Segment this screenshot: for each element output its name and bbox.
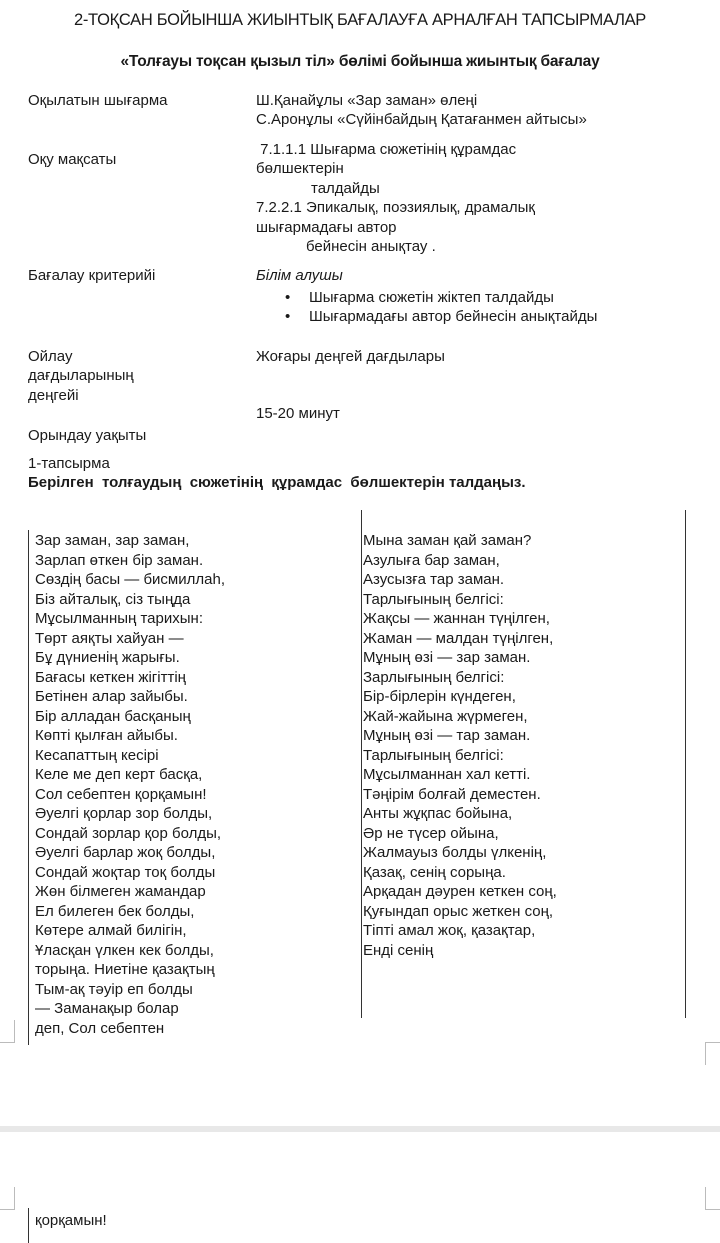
poem-line: Қазақ, сенің сорыңа. (363, 863, 506, 881)
poem-line: Мұның өзі — тар заман. (363, 727, 531, 744)
poem-continued: қорқамын! (35, 1212, 107, 1229)
task-number: 1-тапсырма (28, 455, 110, 472)
poem-line: Мұсылманның тарихын: (35, 610, 203, 627)
poem-line: Бағасы кеткен жігіттің (35, 668, 186, 686)
poem-right-column (363, 531, 557, 960)
poem-line: — Заманақыр болар (35, 1000, 179, 1017)
poem-line: Зарлап өткен бір заман. (35, 551, 204, 569)
poem-line: Бір-бірлерін күндеген, (363, 688, 516, 705)
poem-line: Жалмауыз болды үлкенің, (363, 844, 547, 861)
poem-line: Мұсылманнан хал кетті. (363, 766, 531, 783)
value-work-2: С.Аронұлы «Сүйінбайдың Қатағанмен айтысы» (256, 111, 587, 128)
poem-line: Көтере алмай билігін, (35, 922, 187, 939)
poem-line: Келе ме деп керт басқа, (35, 766, 203, 783)
poem-line: Тым-ақ тәуір еп болды (35, 980, 193, 998)
value-goal-4: 7.2.2.1 Эпикалық, поэзиялық, драмалық (256, 199, 535, 216)
poem-line: Зар заман, зар заман, (35, 532, 190, 549)
value-goal-6: бейнесін анықтау . (306, 238, 436, 255)
poem-line: Сөздің басы — бисмиллаһ, (35, 571, 225, 588)
poem-line: Әр не түсер ойына, (363, 824, 499, 842)
page-separator (0, 1126, 720, 1132)
value-time: 15-20 минут (256, 405, 340, 422)
poem-line: Біз айталық, сіз тыңда (35, 590, 191, 608)
table-border-left-page2 (28, 1208, 29, 1243)
table-border-left (28, 530, 29, 1045)
poem-line: Мына заман қай заман? (363, 532, 532, 549)
page-subtitle: «Толғауы тоқсан қызыл тіл» бөлімі бойынша жиынтық бағалау (120, 53, 600, 70)
value-work-1: Ш.Қанайұлы «Зар заман» өлеңі (256, 92, 478, 109)
page-title: 2-ТОҚСАН БОЙЫНША ЖИЫНТЫҚ БАҒАЛАУҒА АРНАЛҒАН ТАПСЫРМАЛАР (73, 11, 647, 29)
value-goal-2: бөлшектерін (256, 160, 344, 177)
label-goal: Оқу мақсаты (28, 151, 117, 168)
label-thinking-1: Ойлау (28, 348, 73, 365)
poem-line: Қуғындап орыс жеткен соң, (363, 902, 554, 920)
poem-line: Мұның өзі — зар заман. (363, 649, 531, 666)
poem-line: Тарлығының белгісі: (363, 590, 504, 608)
page-corner-mark (0, 1187, 15, 1210)
poem-line: Сондай зорлар қор болды, (35, 824, 222, 842)
poem-line: Сондай жоқтар тоқ болды (35, 863, 216, 881)
poem-line: Зарлығының белгісі: (363, 668, 505, 686)
poem-line: Сол себептен қорқамын! (35, 785, 207, 803)
label-criteria: Бағалау критерийі (28, 267, 156, 284)
poem-line: Бұ дүниенің жарығы. (35, 649, 180, 666)
poem-line: торыңа. Ниетіне қазақтың (35, 961, 215, 978)
table-border-right (685, 510, 686, 1018)
poem-line: Бетінен алар зайыбы. (35, 688, 188, 705)
value-goal-3: талдайды (311, 180, 380, 197)
value-thinking: Жоғары деңгей дағдылары (256, 348, 445, 365)
task-instruction: Берілген толғаудың сюжетінің құрамдас бөлшектерін талдаңыз. (28, 474, 526, 491)
value-goal-1: 7.1.1.1 Шығарма сюжетінің құрамдас (256, 141, 517, 158)
poem-line: Азулыға бар заман, (363, 551, 500, 569)
poem-line: Ұласқан үлкен кек болды, (35, 941, 214, 959)
label-time: Орындау уақыты (28, 427, 147, 444)
poem-line: Бір алладан басқаның (35, 707, 191, 725)
table-border-middle (361, 510, 362, 1018)
poem-line: Жөн білмеген жамандар (35, 883, 206, 900)
poem-line: Әуелгі қорлар зор болды, (35, 805, 213, 822)
poem-line: деп, Сол себептен (35, 1019, 165, 1037)
poem-line: Тарлығының белгісі: (363, 746, 504, 764)
poem-left-column (35, 531, 225, 1038)
page-corner-mark (0, 1020, 15, 1043)
poem-line: Көпті қылған айыбы. (35, 727, 178, 744)
label-thinking-3: деңгейі (28, 387, 79, 404)
poem-line: Анты жұқпас бойына, (363, 805, 513, 822)
poem-line: Азусызға тар заман. (363, 571, 505, 588)
poem-line: Жай-жайына жүрмеген, (363, 707, 528, 725)
poem-line: Төрт аяқты хайуан — (35, 629, 184, 647)
poem-line: Жақсы — жаннан түңілген, (363, 610, 550, 627)
poem-line: Ел билеген бек болды, (35, 902, 195, 920)
poem-line: Арқадан дәурен кеткен соң, (363, 883, 557, 900)
page-corner-mark (705, 1187, 720, 1210)
label-thinking-2: дағдыларының (28, 367, 134, 384)
page-corner-mark (705, 1042, 720, 1065)
poem-line: Енді сенің (363, 941, 434, 959)
poem-line: Жаман — малдан түңілген, (363, 629, 554, 647)
value-criteria-intro: Білім алушы (256, 267, 343, 284)
poem-line: Кесапаттың кесірі (35, 746, 159, 764)
label-work: Оқылатын шығарма (28, 92, 168, 109)
criteria-bullet-2: • Шығармадағы автор бейнесін анықтайды (309, 307, 597, 327)
value-goal-5: шығармадағы автор (256, 219, 397, 236)
poem-line: Тіпті амал жоқ, қазақтар, (363, 922, 536, 939)
poem-line: Әуелгі барлар жоқ болды, (35, 844, 216, 861)
criteria-bullet-1: • Шығарма сюжетін жіктеп талдайды (309, 288, 554, 308)
poem-line: Тәңірім болғай деместен. (363, 785, 541, 803)
